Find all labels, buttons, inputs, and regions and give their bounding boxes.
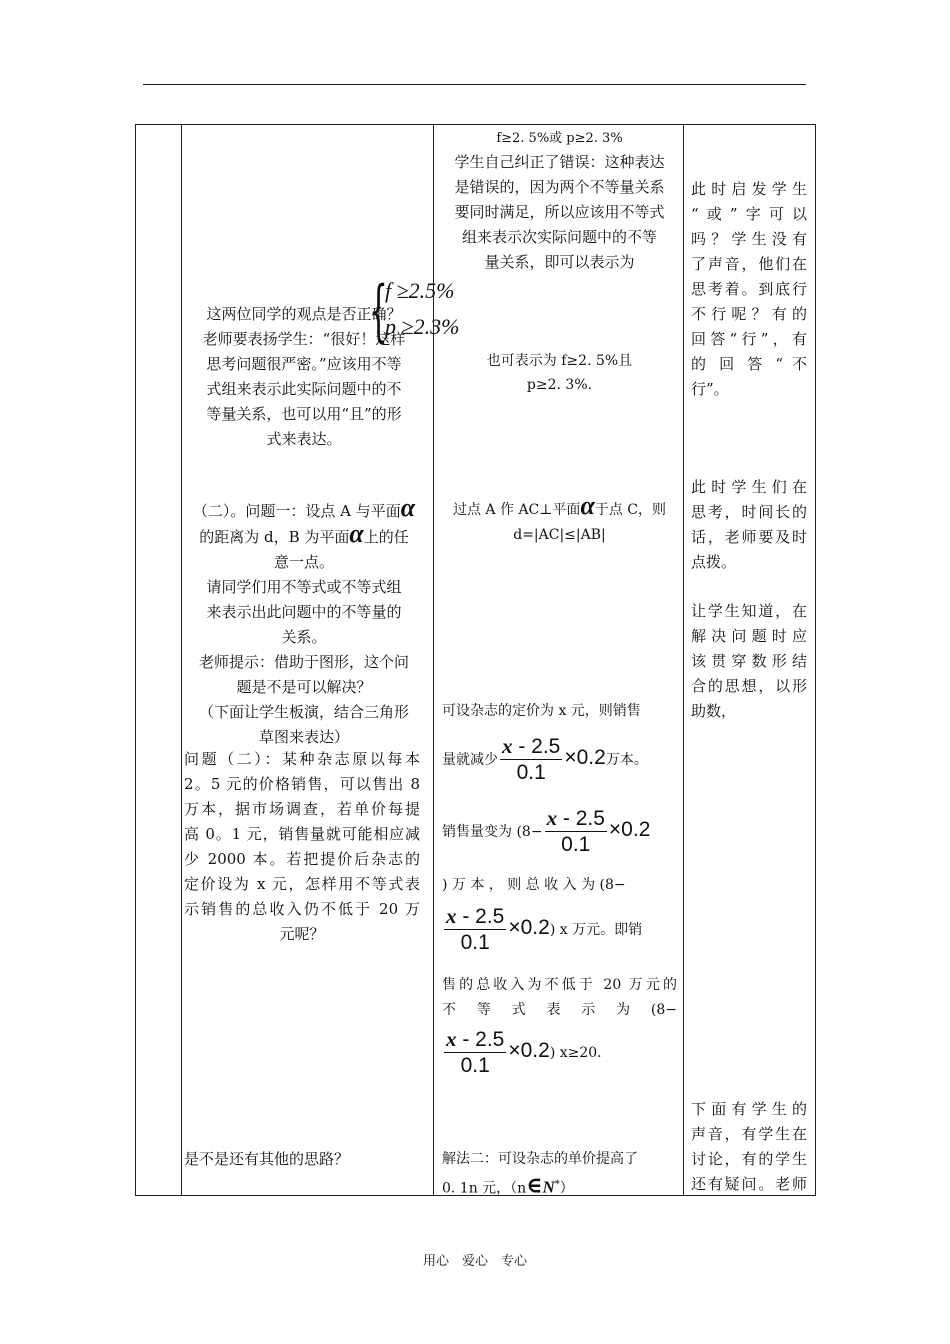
- student-solution-line-2: 量就减少 $\frac{x - 2.5}{0.1}$ ×0.2万本。: [442, 734, 648, 784]
- student-solution-line-1: 可设杂志的定价为 x 元，则销售: [442, 703, 641, 719]
- column-divider: [683, 125, 684, 1195]
- teacher-paragraph-1: 这两位同学的观点是否正确？ 老师要表扬学生：“很好！这样 思考问题很严密。”应该用不等 式组来表示此实际问题中的不 等量关系，也可以用“且”的形 式来表达。: [202, 305, 406, 448]
- student-paragraph-2: 也可表示为 f≥2. 5%且 p≥2. 3%.: [486, 353, 633, 393]
- fraction: $\frac{x - 2.5}{0.1}$: [546, 806, 605, 856]
- column-divider: [181, 125, 182, 1195]
- fraction: $\frac{x - 2.5}{0.1}$: [446, 904, 505, 954]
- student-solution-line-7: $\frac{x - 2.5}{0.1}$ ×0.2) x≥20.: [446, 1027, 602, 1077]
- student-solution-line-6: 售的总收入为不低于 20 万元的 不 等 式 表 示 为 (8−: [442, 977, 677, 1018]
- student-solution-line-3: 销售量变为 (8− $\frac{x - 2.5}{0.1}$ ×0.2: [442, 806, 651, 856]
- page-footer: 用心 爱心 专心: [422, 1254, 527, 1269]
- intent-paragraph-2: 此时学生们在 思考，时间长的 话，老师要及时 点拨。: [691, 478, 807, 571]
- header-rule: [143, 84, 806, 85]
- intent-paragraph-1: 此时启发学生 “或”字可以 吗？学生没有 了声音，他们在 思考着。到底行 不行呢？有的 回答“行”，有 的 回 答 “ 不 行”。: [691, 180, 807, 398]
- intent-paragraph-3: 让学生知道，在 解决问题时应 该贯穿数形结 合的思想，以形 助数，: [691, 602, 807, 720]
- teacher-problem-2: 问题（二）：某种杂志原以每本 2。5 元的价格销售，可以售出 8 万本，据市场调查，若单价每提 高 0。1 元，销售量就可能相应减 少 2000 本。若把提价后杂志的 定价设为 x 元，怎样用不等式表 示销售的总收入仍不低于 20 万 元呢？: [184, 750, 420, 943]
- intent-paragraph-4: 下面有学生的 声音，有学生在 讨论，有的学生 还有疑问。老师: [691, 1100, 807, 1193]
- inequality-system: { f ≥2.5% p ≥2.3%: [369, 272, 460, 349]
- student-paragraph-3: 过点 A 作 AC⊥平面α于点 C，则 d=|AC|≤|AB|: [452, 491, 666, 543]
- student-top-expression: f≥2. 5%或 p≥2. 3%: [496, 131, 623, 146]
- teacher-paragraph-2: （二）。问题一：设点 A 与平面α 的距离为 d，B 为平面α上的任 意一点。: [192, 493, 416, 571]
- student-paragraph-1: 学生自己纠正了错误：这种表达 是错误的，因为两个不等量关系 要同时满足，所以应该用不等式 组来表示次实际问题中的不等 量关系，即可以表示为: [454, 153, 665, 271]
- student-solution-line-5: $\frac{x - 2.5}{0.1}$ ×0.2) x 万元。即销: [446, 904, 643, 954]
- student-solution-line-4: ) 万 本 ， 则 总 收 入 为 (8−: [442, 877, 626, 893]
- left-brace-icon: {: [369, 272, 388, 349]
- fraction: $\frac{x - 2.5}{0.1}$: [502, 734, 561, 784]
- fraction: $\frac{x - 2.5}{0.1}$: [446, 1027, 505, 1077]
- student-method-2: 解法二：可设杂志的单价提高了 0. 1n 元，（n∈N*）: [442, 1151, 638, 1199]
- teacher-paragraph-3: 请同学们用不等式或不等式组 来表示出此问题中的不等量的 关系。 老师提示：借助于图形，这个问 题是不是可以解决？ （下面让学生板演，结合三角形 草图来表达）: [198, 578, 409, 746]
- teacher-question-other: 是不是还有其他的思路？: [184, 1150, 350, 1168]
